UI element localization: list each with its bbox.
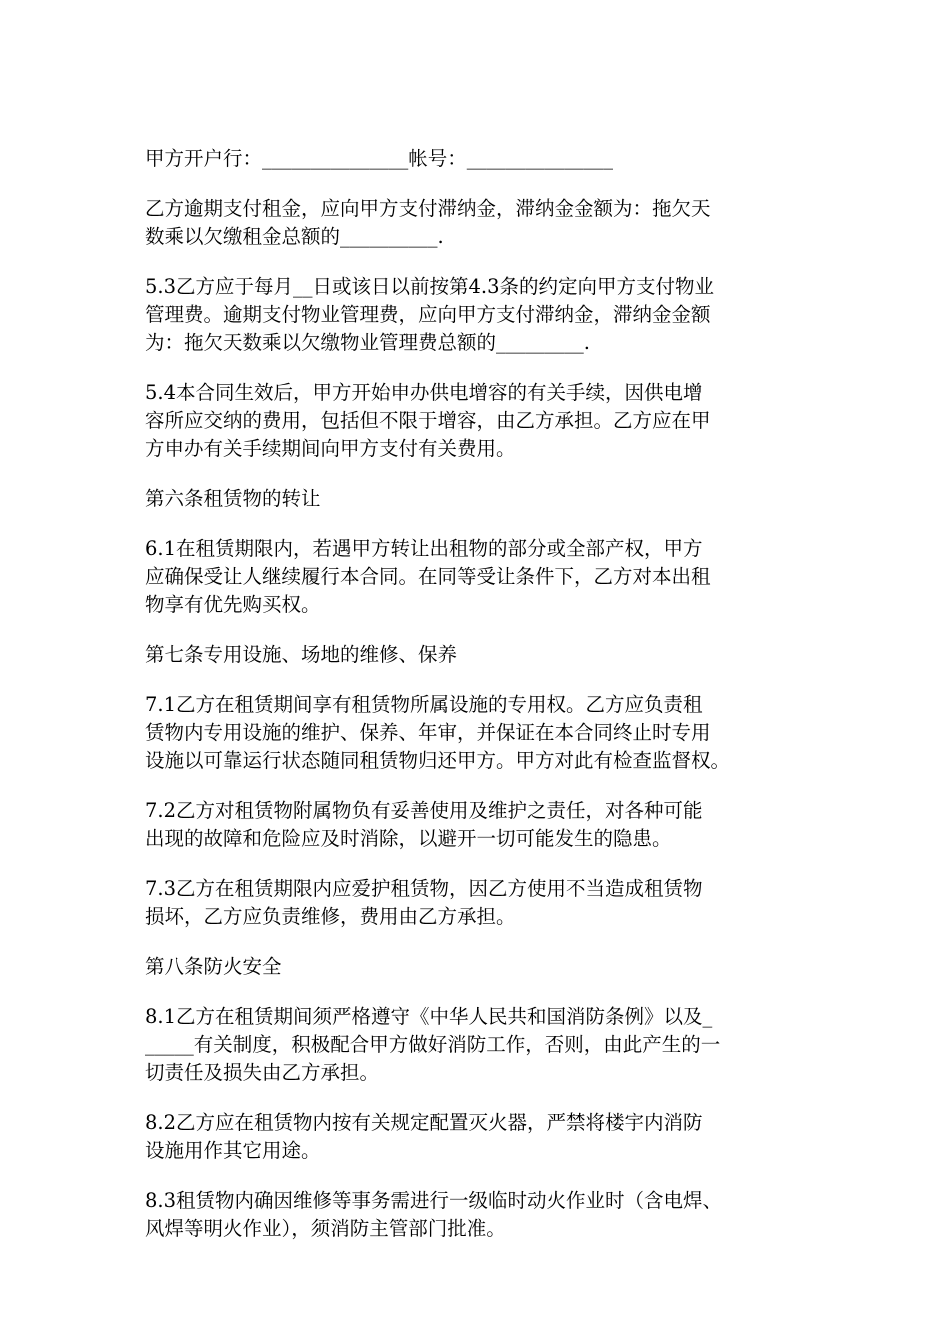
paragraph-line: 8.3租赁物内确因维修等事务需进行一级临时动火作业时（含电焊、 [145,1189,723,1212]
paragraph-line: 方申办有关手续期间向甲方支付有关费用。 [145,437,516,460]
paragraph-7-1 [145,691,810,775]
paragraph-line: 管理费。逾期支付物业管理费，应向甲方支付滞纳金，滞纳金金额 [145,303,711,326]
paragraph-line: 5.4本合同生效后，甲方开始申办供电增容的有关手续，因供电增 [145,381,703,404]
paragraph-line: 容所应交纳的费用，包括但不限于增容，由乙方承担。乙方应在甲 [145,409,711,432]
paragraph-line: 为：拖欠天数乘以欠缴物业管理费总额的_________. [145,331,590,354]
paragraph-line: 赁物内专用设施的维护、保养、年审，并保证在本合同终止时专用 [145,721,711,744]
paragraph-line: 乙方逾期支付租金，应向甲方支付滞纳金，滞纳金金额为：拖欠天 [145,197,711,220]
paragraph-7-2 [145,797,810,853]
paragraph-line: 物享有优先购买权。 [145,593,321,616]
paragraph-8-1 [145,1003,810,1087]
paragraph-8-2 [145,1109,810,1165]
document-page [145,145,810,1265]
paragraph-line: 第六条租赁物的转让 [145,487,321,510]
paragraph-line: 7.1乙方在租赁期间享有租赁物所属设施的专用权。乙方应负责租 [145,693,703,716]
paragraph-line: _____有关制度，积极配合甲方做好消防工作，否则，由此产生的一 [145,1033,721,1056]
paragraph-line: 切责任及损失由乙方承担。 [145,1061,380,1084]
paragraph-5-3 [145,273,810,357]
paragraph-6-1 [145,535,810,619]
paragraph-line: 甲方开户行：_______________帐号：_______________ [145,147,614,170]
paragraph-article-7 [145,641,810,669]
paragraph-bank [145,145,810,173]
paragraph-line: 出现的故障和危险应及时消除，以避开一切可能发生的隐患。 [145,827,672,850]
paragraph-line: 风焊等明火作业），须消防主管部门批准。 [145,1217,506,1240]
paragraph-line: 第七条专用设施、场地的维修、保养 [145,643,458,666]
paragraph-line: 7.2乙方对租赁物附属物负有妥善使用及维护之责任，对各种可能 [145,799,703,822]
paragraph-8-3 [145,1187,810,1243]
paragraph-line: 第八条防火安全 [145,955,282,978]
paragraph-line: 8.1乙方在租赁期间须严格遵守《中华人民共和国消防条例》以及_ [145,1005,713,1028]
paragraph-line: 设施以可靠运行状态随同租赁物归还甲方。甲方对此有检查监督权。 [145,749,731,772]
paragraph-late-rent [145,195,810,251]
paragraph-7-3 [145,875,810,931]
paragraph-line: 设施用作其它用途。 [145,1139,321,1162]
paragraph-line: 5.3乙方应于每月__日或该日以前按第4.3条的约定向甲方支付物业 [145,275,715,298]
paragraph-line: 应确保受让人继续履行本合同。在同等受让条件下，乙方对本出租 [145,565,711,588]
paragraph-line: 6.1在租赁期限内，若遇甲方转让出租物的部分或全部产权，甲方 [145,537,703,560]
paragraph-article-6 [145,485,810,513]
paragraph-5-4 [145,379,810,463]
paragraph-article-8 [145,953,810,981]
paragraph-line: 损坏，乙方应负责维修，费用由乙方承担。 [145,905,516,928]
paragraph-line: 7.3乙方在租赁期限内应爱护租赁物，因乙方使用不当造成租赁物 [145,877,703,900]
paragraph-line: 数乘以欠缴租金总额的__________. [145,225,444,248]
paragraph-line: 8.2乙方应在租赁物内按有关规定配置灭火器，严禁将楼宇内消防 [145,1111,703,1134]
